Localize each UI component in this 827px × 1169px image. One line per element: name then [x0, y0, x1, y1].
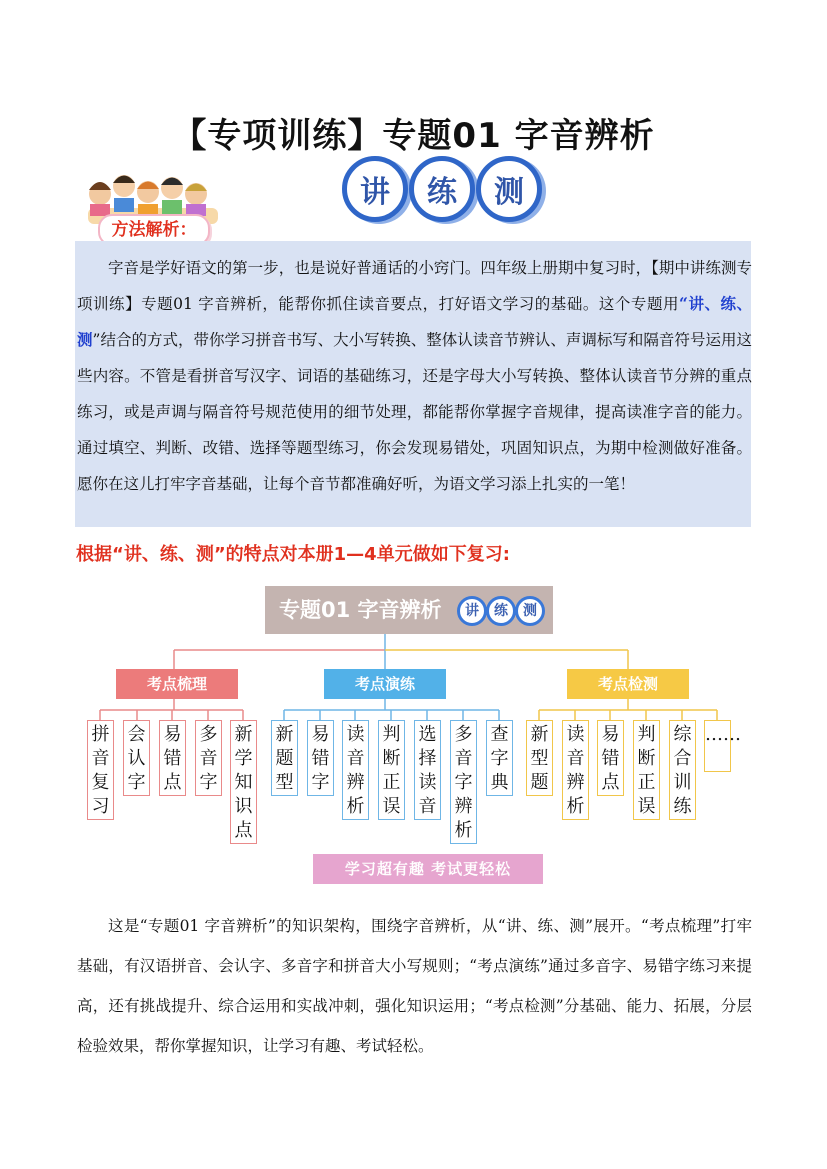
review-item: 会认字 [123, 720, 150, 796]
category-practice: 考点演练 [324, 669, 446, 699]
category-test: 考点检测 [567, 669, 689, 699]
slogan-banner: 学习超有趣 考试更轻松 [313, 854, 543, 884]
intro-highlight: “讲、练、测 [77, 294, 753, 349]
diagram-badge-jiang: 讲 [457, 596, 487, 626]
intro-text-1: 字音是学好语文的第一步，也是说好普通话的小窍门。四年级上册期中复习时，【期中讲练测专项训练】专题01 字音辨析，能帮你抓住读音要点，打好语文学习的基础。这个专题用 [77, 259, 752, 313]
ce-circle-badge: 测 [476, 156, 542, 222]
test-item: 读音辨析 [562, 720, 589, 820]
review-item: 拼音复习 [87, 720, 114, 820]
method-analysis-badge: 方法解析： [98, 214, 210, 246]
outro-paragraph: 这是“专题01 字音辨析”的知识架构，围绕字音辨析，从“讲、练、测”展开。“考点梳理”打牢基础，有汉语拼音、会认字、多音字和拼音大小写规则；“考点演练”通过多音字、易错字练习来提高，还有挑战提升、综合运用和实战冲刺，强化知识运用；“考点检测”分基础、能力、拓展，分层检验效果，帮你掌握知识，让学习有趣、考试轻松。 [77, 917, 752, 1055]
diagram-badge-ce: 测 [515, 596, 545, 626]
jiang-circle-badge: 讲 [342, 156, 408, 222]
practice-item: 选择读音 [414, 720, 441, 820]
review-item: 易错点 [159, 720, 186, 796]
practice-item: 读音辨析 [342, 720, 369, 820]
test-item: …… [704, 720, 731, 772]
intro-text-2: ”结合的方式，带你学习拼音书写、大小写转换、整体认读音节辨认、声调标写和隔音符号运用这些内容。不管是看拼音写汉字、词语的基础练习，还是字母大小写转换、整体认读音节分辨的重点练习，或是声调与隔音符号规范使用的细节处理，都能帮你掌握字音规律，提高读准字音的能力。通过填空、判断、改错、选择等题型练习，你会发现易错处，巩固知识点，为期中检测做好准备。愿你在这儿打牢字音基础，让每个音节都准确好听，为语文学习添上扎实的一笔！ [77, 331, 752, 493]
practice-item: 新题型 [271, 720, 298, 796]
test-item: 易错点 [597, 720, 624, 796]
test-item: 新型题 [526, 720, 553, 796]
diagram-title: 专题01 字音辨析 [265, 586, 553, 634]
practice-item: 判断正误 [378, 720, 405, 820]
category-review: 考点梳理 [116, 669, 238, 699]
review-item: 多音字 [195, 720, 222, 796]
diagram-badge-lian: 练 [486, 596, 516, 626]
lian-circle-badge: 练 [409, 156, 475, 222]
page-title: 【专项训练】专题01 字音辨析 [172, 116, 655, 156]
test-item: 综合训练 [669, 720, 696, 820]
practice-item: 易错字 [307, 720, 334, 796]
practice-item: 查字典 [486, 720, 513, 796]
test-item: 判断正误 [633, 720, 660, 820]
review-item: 新学知识点 [230, 720, 257, 844]
review-heading: 根据“讲、练、测”的特点对本册1—4单元做如下复习: [76, 544, 510, 565]
practice-item: 多音字辨析 [450, 720, 477, 844]
